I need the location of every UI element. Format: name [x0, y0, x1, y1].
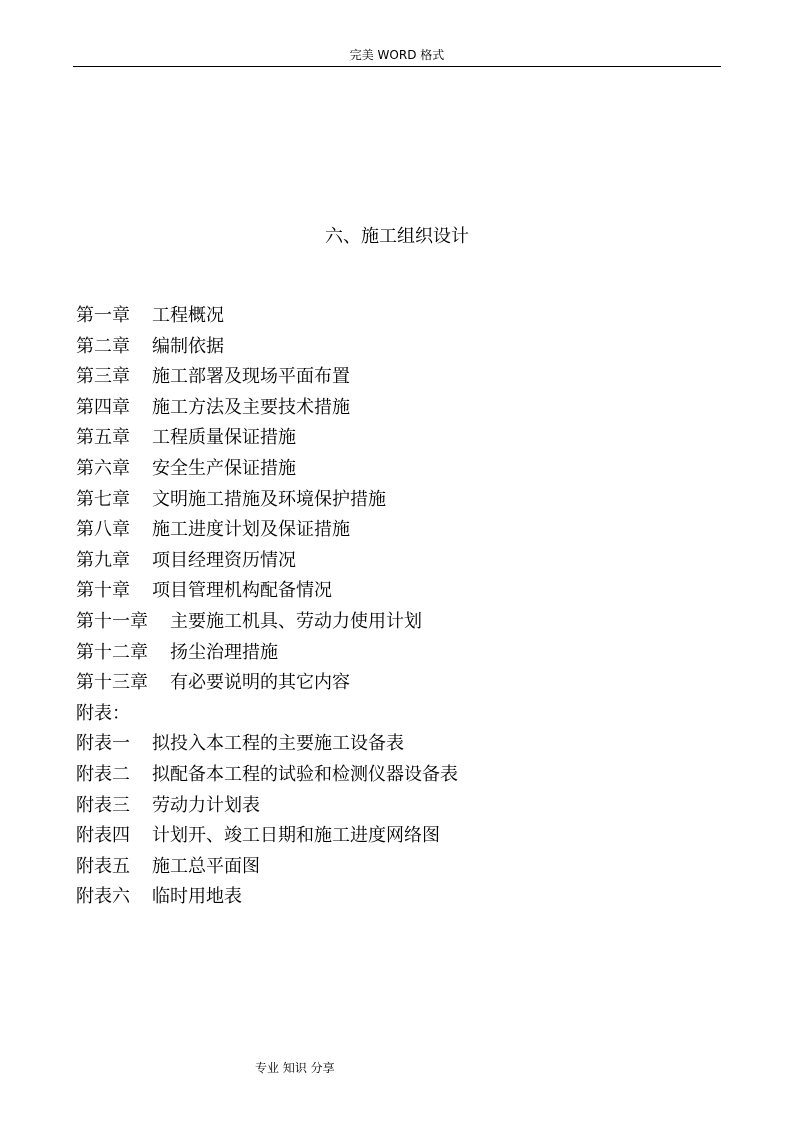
table-of-contents [76, 301, 736, 913]
appendix-item [76, 821, 736, 852]
toc-item-text: 项目经理资历情况 [152, 549, 296, 571]
toc-item [76, 423, 736, 454]
toc-item-label: 第六章 [76, 457, 130, 479]
toc-item [76, 576, 736, 607]
toc-item-text: 扬尘治理措施 [170, 641, 278, 663]
appendix-item [76, 852, 736, 883]
toc-item [76, 301, 736, 332]
appendix-item-text: 拟投入本工程的主要施工设备表 [152, 733, 404, 755]
appendix-item-label: 附表一 [76, 733, 130, 755]
toc-item-label: 第十一章 [76, 610, 148, 632]
appendix-item-label: 附表三 [76, 794, 130, 816]
page-title: 六、施工组织设计 [325, 226, 469, 247]
toc-item-label: 第十二章 [76, 641, 148, 663]
page-header [73, 46, 721, 67]
toc-item [76, 638, 736, 669]
toc-item-text: 工程概况 [152, 305, 224, 326]
appendix-item [76, 729, 736, 760]
toc-item-text: 项目管理机构配备情况 [152, 580, 332, 602]
toc-item [76, 393, 736, 424]
toc-item-text: 主要施工机具、劳动力使用计划 [170, 610, 422, 632]
appendix-item-text: 拟配备本工程的试验和检测仪器设备表 [152, 763, 458, 785]
toc-item-text: 工程质量保证措施 [152, 427, 296, 449]
page-footer: 专业 知识 分享 [255, 1061, 335, 1075]
appendix-item [76, 760, 736, 791]
appendix-item-text: 劳动力计划表 [152, 794, 260, 816]
appendix-item [76, 882, 736, 913]
toc-item-label: 第九章 [76, 549, 130, 571]
appendix-item-label: 附表四 [76, 825, 130, 847]
appendix-item-label: 附表五 [76, 855, 130, 877]
toc-item [76, 546, 736, 577]
toc-item-text: 施工方法及主要技术措施 [152, 396, 350, 418]
toc-item-label: 第十章 [76, 580, 130, 602]
toc-item-text: 施工进度计划及保证措施 [152, 519, 350, 541]
appendix-heading-label: 附表： [76, 702, 130, 724]
appendix-item-label: 附表六 [76, 886, 130, 908]
toc-item-label: 第十三章 [76, 672, 148, 694]
toc-item [76, 607, 736, 638]
toc-item [76, 515, 736, 546]
toc-item-text: 有必要说明的其它内容 [170, 672, 350, 694]
toc-item [76, 454, 736, 485]
toc-item [76, 362, 736, 393]
toc-item-text: 文明施工措施及环境保护措施 [152, 488, 386, 510]
toc-item-label: 第一章 [76, 305, 130, 326]
toc-item [76, 485, 736, 516]
toc-item-label: 第二章 [76, 335, 130, 357]
appendix-item [76, 791, 736, 822]
toc-item-label: 第四章 [76, 396, 130, 418]
toc-item-label: 第七章 [76, 488, 130, 510]
appendix-item-text: 临时用地表 [152, 886, 242, 908]
toc-item [76, 668, 736, 699]
appendix-heading [76, 699, 736, 730]
appendix-item-text: 施工总平面图 [152, 855, 260, 877]
toc-item-text: 施工部署及现场平面布置 [152, 366, 350, 388]
toc-item-text: 编制依据 [152, 335, 224, 357]
toc-item-label: 第八章 [76, 519, 130, 541]
appendix-item-text: 计划开、竣工日期和施工进度网络图 [152, 825, 440, 847]
toc-item-label: 第三章 [76, 366, 130, 388]
appendix-item-label: 附表二 [76, 763, 130, 785]
header-text: 完美 WORD 格式 [349, 48, 445, 62]
toc-item-label: 第五章 [76, 427, 130, 449]
toc-item-text: 安全生产保证措施 [152, 457, 296, 479]
toc-item [76, 332, 736, 363]
